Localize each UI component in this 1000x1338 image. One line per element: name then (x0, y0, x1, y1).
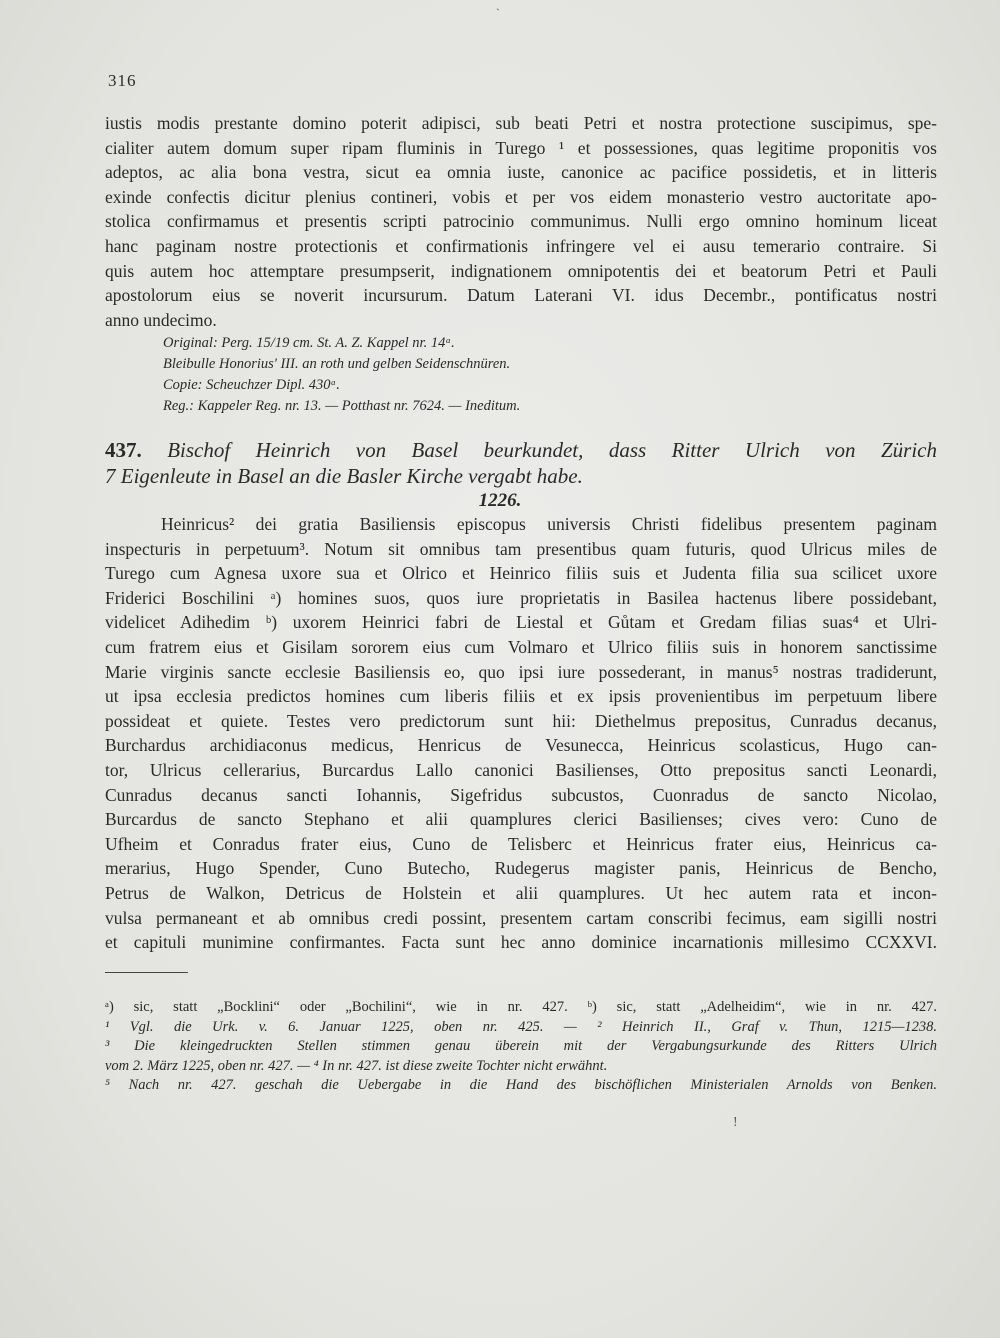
text-line: cialiter autem domum super ripam fluminis in Turego ¹ et possessiones, quas legitime proponitis vos (105, 137, 937, 158)
text-line: merarius, Hugo Spender, Cuno Butecho, Rudegerus magister panis, Heinricus de Bencho, (105, 858, 937, 879)
text-line: anno undecimo. (105, 309, 217, 330)
seal-note: Bleibulle Honorius' III. an roth und gelben Seidenschnüren. (163, 356, 511, 372)
stray-mark: ` (496, 6, 500, 20)
charter-apparatus (163, 333, 763, 417)
document-number: 437. (105, 438, 142, 462)
original-note: Original: Perg. 15/19 cm. St. A. Z. Kappel nr. 14ᵃ. (163, 335, 455, 351)
text-line: cum fratrem eius et Gisilam sororem eius cum Volmaro et Ulrico filiis suis in honorem sanctissime (105, 636, 937, 657)
charter-end-text (105, 111, 937, 332)
document-heading (105, 437, 937, 489)
text-line: tor, Ulricus cellerarius, Burcardus Lallo canonici Basilienses, Otto prepositus sancti Leonardi, (105, 759, 937, 780)
text-line: Turego cum Agnesa uxore sua et Olrico et Heinrico filiis suis et Judenta filia sua scilicet uxore (105, 563, 937, 584)
text-line: Friderici Boschilini ᵃ) homines suos, quos iure proprietatis in Basilea hactenus libere possidebant, (105, 587, 937, 608)
text-line: ut ipsa ecclesia predictos homines cum liberis filiis et ex ipsis provenientibus im perpetuum libere (105, 686, 937, 707)
copy-note: Copie: Scheuchzer Dipl. 430ᵃ. (163, 377, 340, 393)
footnote-line: ³ Die kleingedruckten Stellen stimmen genau überein mit der Vergabungsurkunde des Ritters Ulrich (105, 1038, 937, 1054)
text-line: adeptos, ac alia bona vestra, sicut ea omnia iuste, canonice ac pacifice possidetis, et in litteris (105, 162, 937, 183)
text-line: apostolorum eius se noverit incursurum. Datum Laterani VI. idus Decembr., pontificatus nostri (105, 285, 937, 306)
footnote-line: vom 2. März 1225, oben nr. 427. — ⁴ In nr. 427. ist diese zweite Tochter nicht erwähnt. (105, 1057, 608, 1074)
text-line: Burchardus archidiaconus medicus, Henricus de Vesunecca, Heinricus scolasticus, Hugo can- (105, 735, 937, 756)
text-line: possideat et quiete. Testes vero predictorum sunt hii: Diethelmus prepositus, Cunradus decanus, (105, 710, 937, 731)
footnote-rule (105, 972, 188, 973)
stray-mark: ! (733, 1115, 738, 1130)
page-number: 316 (108, 71, 137, 90)
footnote-line: ᵃ) sic, statt „Bocklini“ oder „Bochilini“, wie in nr. 427. ᵇ) sic, statt „Adelheidim“, wie in nr. 427. (105, 999, 937, 1015)
text-line: Cunradus decanus sancti Iohannis, Sigefridus subcustos, Cuonradus de sancto Nicolao, (105, 784, 937, 805)
footnote-line: ¹ Vgl. die Urk. v. 6. Januar 1225, oben nr. 425. — ² Heinrich II., Graf v. Thun, 1215—1238. (105, 1018, 937, 1035)
footnote-line: ⁵ Nach nr. 427. geschah die Uebergabe in die Hand des bischöflichen Ministerialen Arnolds von Benken. (105, 1077, 937, 1093)
document-year: 1226. (478, 490, 522, 511)
text-line: stolica confirmamus et presentis scripti patrocinio communimus. Nulli ergo omnino hominum liceat (105, 211, 937, 232)
text-line: inspecturis in perpetuum³. Notum sit omnibus tam presentibus quam futuris, quod Ulricus miles de (105, 538, 937, 559)
footnotes (105, 998, 937, 1096)
heading-title-line2: 7 Eigenleute in Basel an die Basler Kirche vergabt habe. (105, 464, 583, 488)
text-line: videlicet Adihedim ᵇ) uxorem Heinrici fabri de Liestal et Gůtam et Gredam filias suas⁴ et Ulri- (105, 612, 937, 633)
text-line: vulsa permaneant et ab omnibus credi possint, presentem cartam conscribi fecimus, eam sigilli nostri (105, 907, 937, 928)
register-note: Reg.: Kappeler Reg. nr. 13. — Potthast nr. 7624. — Ineditum. (163, 398, 521, 414)
heading-line (105, 437, 937, 463)
text-line: Ufheim et Conradus frater eius, Cuno de Telisberc et Heinricus frater eius, Heinricus ca- (105, 833, 937, 854)
text-line: Heinricus² dei gratia Basiliensis episcopus universis Christi fidelibus presentem paginam (161, 514, 937, 534)
text-line: et capituli munimine confirmantes. Facta sunt hec anno dominice incarnationis millesimo CCXXVI. (105, 932, 937, 953)
text-line: exinde confectis dicitur plenius contineri, vobis et per vos eidem monasterio vestro auctoritate apo- (105, 186, 937, 207)
text-line: Marie virginis sancte ecclesie Basiliensis eo, quo ipsi iure possederant, in manus⁵ nostras tradiderunt, (105, 661, 937, 682)
text-line: iustis modis prestante domino poterit adipisci, sub beati Petri et nostra protectione suscipimus, spe- (105, 113, 937, 133)
charter-body (105, 512, 937, 955)
heading-title-line1: Bischof Heinrich von Basel beurkundet, dass Ritter Ulrich von Zürich (167, 438, 937, 462)
text-line: Petrus de Walkon, Detricus de Holstein et alii quamplures. Ut hec autem rata et incon- (105, 882, 937, 903)
text-line: hanc paginam nostre protectionis et confirmationis infringere vel ei ausu temerario contraire. Si (105, 235, 937, 256)
text-line: Burcardus de sancto Stephano et alii quamplures clerici Basilienses; cives vero: Cuno de (105, 809, 937, 830)
text-line: quis autem hoc attemptare presumpserit, indignationem omnipotentis dei et beatorum Petri et Pauli (105, 260, 937, 281)
